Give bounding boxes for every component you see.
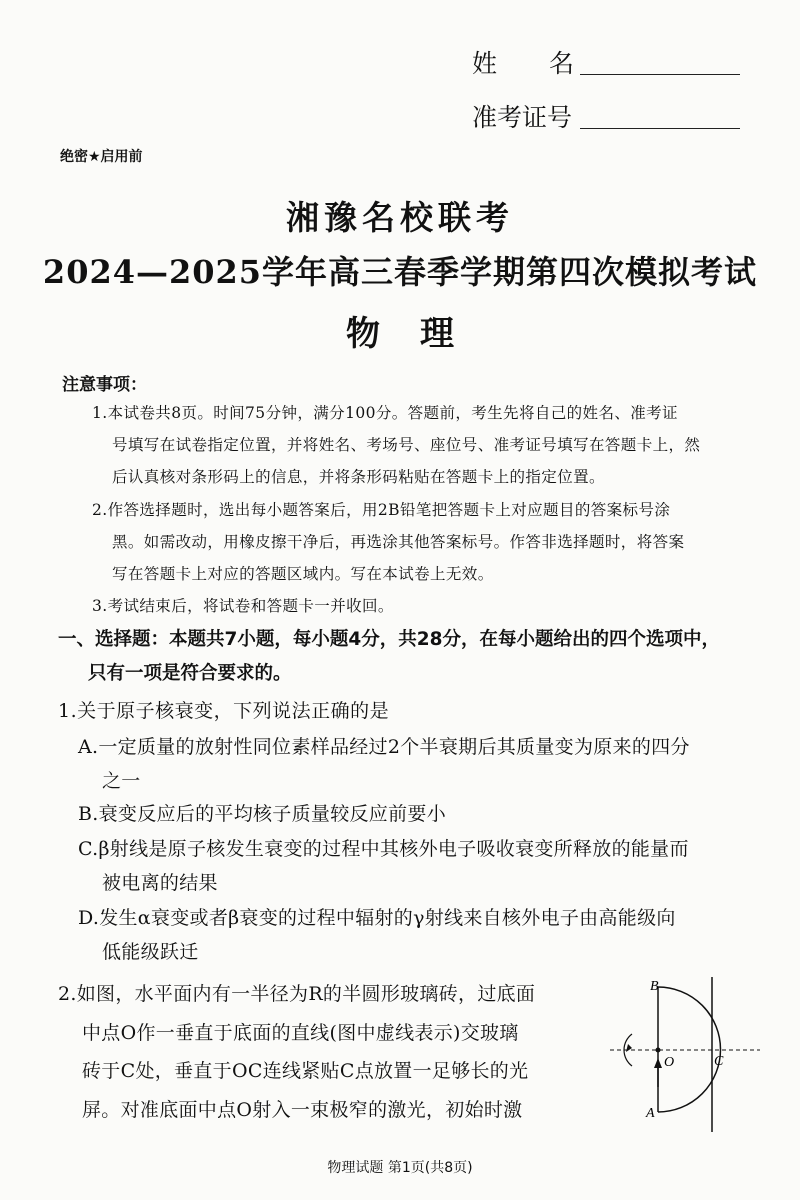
question-1-stem: 1.关于原子核衰变，下列说法正确的是 (58, 700, 390, 722)
question-1-option-d (78, 901, 758, 969)
page-footer: 物理试题 第1页(共8页) (327, 1160, 473, 1176)
question-line: 2.如图，水平面内有一半径为R的半圆形玻璃砖，过底面 (58, 983, 536, 1005)
notice-line: 号填写在试卷指定位置，并将姓名、考场号、座位号、准考证号填写在答题卡上，然 (112, 436, 701, 454)
option-line: 被电离的结果 (102, 872, 218, 894)
rotation-arrow-icon (626, 1044, 632, 1052)
exam-title-org: 湘豫名校联考 (286, 198, 514, 237)
question-1-option-a (78, 730, 758, 798)
exam-subject: 物理 (346, 314, 494, 354)
option-line: 之一 (102, 770, 141, 792)
notice-line: 写在答题卡上对应的答题区域内。写在本试卷上无效。 (112, 565, 494, 583)
notice-line: 2.作答选择题时，选出每小题答案后，用2B铅笔把答题卡上对应题目的答案标号涂 (92, 501, 671, 519)
label-o: O (664, 1055, 675, 1070)
label-a: A (646, 1106, 655, 1121)
section-line: 只有一项是符合要求的。 (88, 663, 292, 684)
question-1-option-b (78, 797, 758, 831)
name-field (472, 44, 626, 80)
option-line: A.一定质量的放射性同位素样品经过2个半衰期后其质量变为原来的四分 (78, 736, 690, 758)
name-label: 姓名 (472, 49, 627, 78)
question-line: 中点O作一垂直于底面的直线(图中虚线表示)交玻璃 (82, 1021, 519, 1044)
option-line: C.β射线是原子核发生衰变的过程中其核外电子吸收衰变所释放的能量而 (78, 838, 689, 860)
notice-line: 黑。如需改动，用橡皮擦干净后，再选涂其他答案标号。作答非选择题时，将答案 (112, 533, 685, 551)
section-heading (58, 623, 758, 691)
exam-title-main: 2024—2025学年高三春季学期第四次模拟考试 (42, 253, 758, 291)
notice-line: 1.本试卷共8页。时间75分钟，满分100分。答题前，考生先将自己的姓名、准考证 (92, 404, 678, 422)
laser-arrow-icon (654, 1058, 662, 1068)
question-1-option-c (78, 832, 758, 900)
point-o-dot (656, 1048, 661, 1053)
exam-id-label: 准考证号 (472, 103, 573, 132)
question-2-stem (58, 975, 578, 1129)
semicircle-glass-figure (610, 972, 760, 1132)
notice-line: 后认真核对条形码上的信息，并将条形码粘贴在答题卡上的指定位置。 (112, 468, 605, 486)
section-line: 一、选择题：本题共7小题，每小题4分，共28分，在每小题给出的四个选项中， (58, 629, 720, 650)
question-line: 屏。对准底面中点O射入一束极窄的激光，初始时激 (82, 1098, 523, 1121)
label-c: C (714, 1054, 724, 1069)
name-blank[interactable] (580, 74, 740, 75)
notice-line: 3.考试结束后，将试卷和答题卡一并收回。 (92, 597, 394, 615)
secret-mark: 绝密★启用前 (60, 149, 143, 165)
exam-id-blank[interactable] (580, 128, 740, 129)
exam-id-field (472, 98, 572, 134)
notice-item-3 (92, 590, 752, 622)
notice-heading: 注意事项： (62, 375, 147, 395)
question-line: 砖于C处，垂直于OC连线紧贴C点放置一足够长的光 (82, 1060, 529, 1082)
notice-item-2 (92, 494, 752, 590)
option-line: 低能级跃迁 (102, 941, 199, 963)
notice-item-1 (92, 397, 752, 493)
label-b: B (650, 979, 659, 994)
option-line: D.发生α衰变或者β衰变的过程中辐射的γ射线来自核外电子由高能级向 (78, 907, 676, 929)
option-line: B.衰变反应后的平均核子质量较反应前要小 (78, 803, 447, 825)
